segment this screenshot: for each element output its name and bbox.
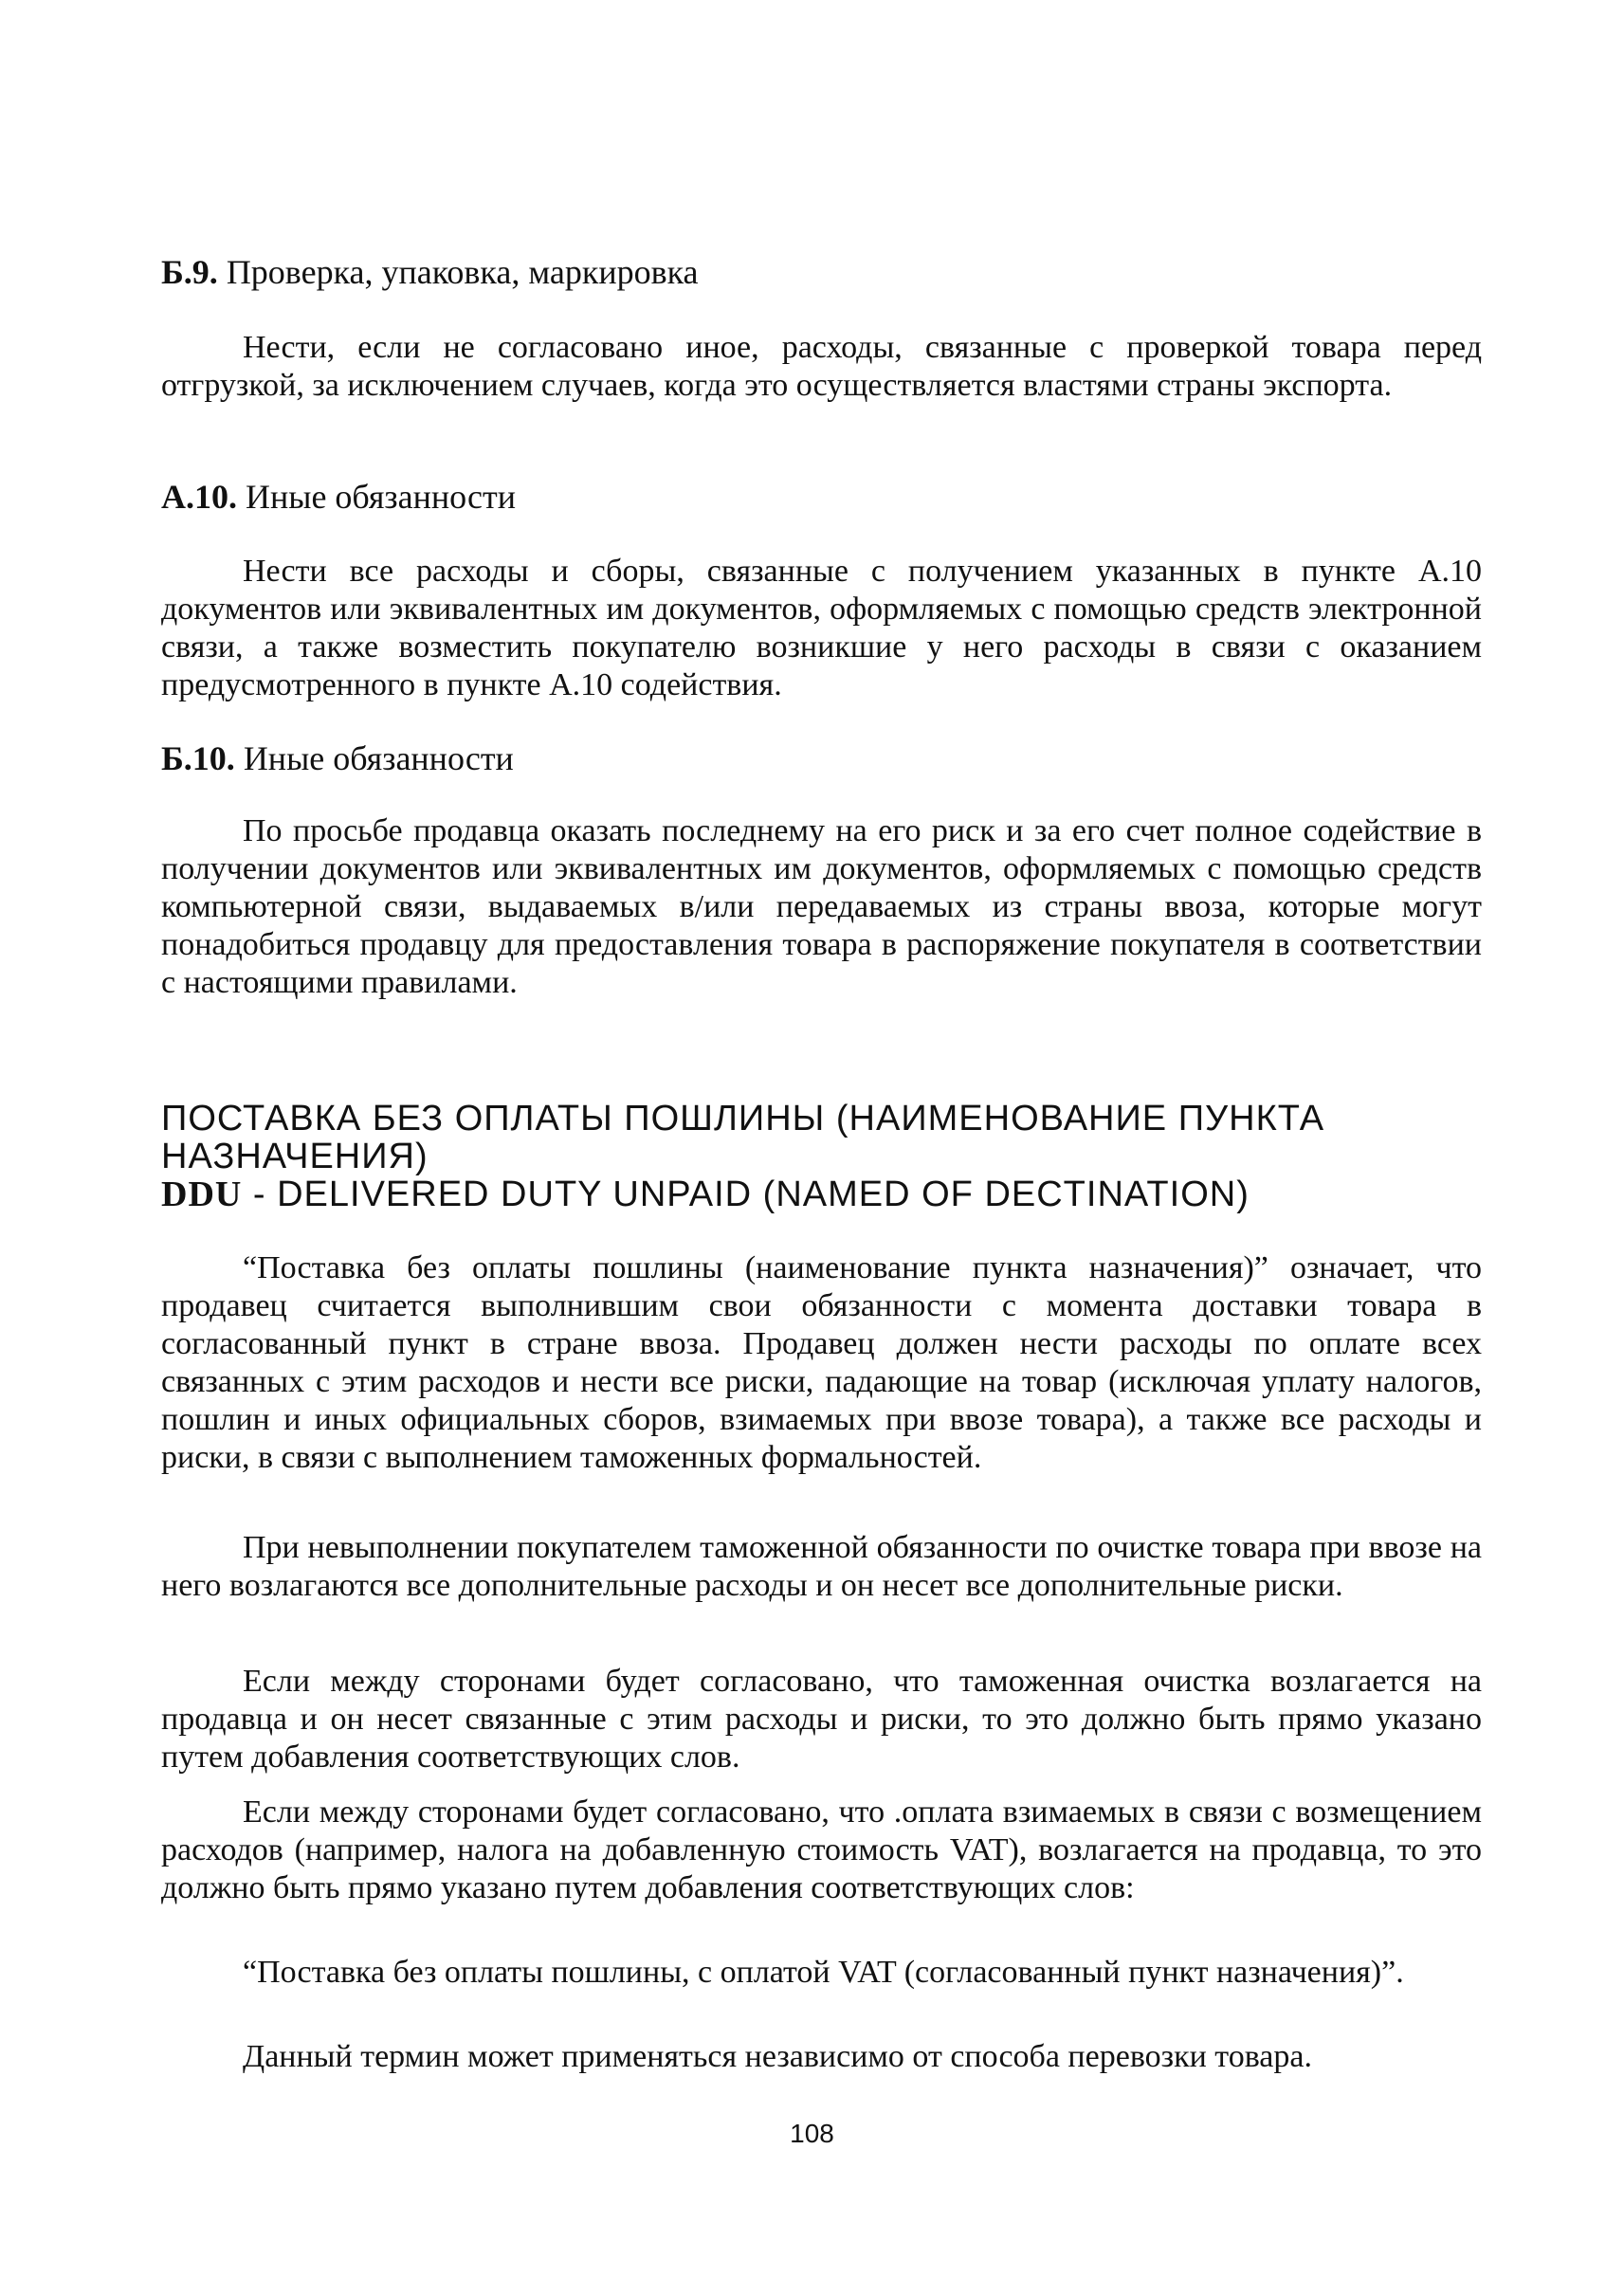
section-heading (161, 251, 1482, 293)
ddu-subtitle (161, 1175, 1482, 1213)
ddu-paragraph-1 (161, 1249, 1482, 1477)
section-text: По просьбе продавца оказать последнему на его риск и за его счет полное содействие в получении документов или эквивалентных им документов, оформляемых с помощью средств компьютерной связи, выдаваемых в/или передаваемых из страны ввоза, которые могут понадобиться продавцу для предоставления товара в распоряжение покупателя в соответствии с настоящими правилами. (161, 813, 1482, 1000)
section-text: Нести все расходы и сборы, связанные с получением указанных в пункте А.10 документов или эквивалентных им документов, оформляемых с помощью средств электронной связи, а также возместить покупателю возникшие у него расходы в связи с оказанием предусмотренного в пункте А.10 содействия. (161, 554, 1482, 702)
ddu-text: “Поставка без оплаты пошлины, с оплатой VAT (согласованный пункт назначения)”. (243, 1955, 1404, 1990)
section-a10-body (161, 553, 1482, 704)
section-code: Б.9. (161, 253, 218, 291)
section-title: Проверка, упаковка, маркировка (226, 253, 699, 291)
ddu-paragraph-5 (161, 1954, 1482, 1992)
ddu-code: DDU (161, 1175, 243, 1214)
ddu-text: Данный термин может применяться независимо от способа перевозки товара. (243, 2039, 1312, 2074)
ddu-text: Если между сторонами будет согласовано, что таможенная очистка возлагается на продавца и он несет связанные с этим расходы и риски, то это должно быть прямо указано путем добавления соответствующих слов. (161, 1664, 1482, 1775)
section-title: Иные обязанности (246, 478, 517, 516)
section-title: Иные обязанности (243, 739, 514, 777)
section-b10 (161, 738, 1482, 779)
section-a10 (161, 476, 1482, 518)
ddu-text: “Поставка без оплаты пошлины (наименование пункта назначения)” означает, что продавец считается выполнившим свои обязанности с момента доставки товара в согласованный пункт в стране ввоза. Продавец должен нести расходы по оплате всех связанных с этим расходов и нести все риски, падающие на товар (исключая уплату налогов, пошлин и иных официальных сборов, взимаемых при ввозе товара), а также все расходы и риски, в связи с выполнением таможенных формальностей. (161, 1250, 1482, 1475)
ddu-paragraph-4 (161, 1794, 1482, 1907)
ddu-text: Если между сторонами будет согласовано, что .оплата взимаемых в связи с возмещением расходов (например, налога на добавленную стоимость VAT), возлагается на продавца, то это должно быть прямо указано путем добавления соответствующих слов: (161, 1794, 1482, 1905)
section-text: Нести, если не согласовано иное, расходы, связанные с проверкой товара перед отгрузкой, за исключением случаев, когда это осуществляется властями страны экспорта. (161, 330, 1482, 403)
section-heading (161, 476, 1482, 518)
ddu-paragraph-2 (161, 1529, 1482, 1605)
section-b9 (161, 251, 1482, 293)
ddu-paragraph-6 (161, 2038, 1482, 2076)
ddu-paragraph-3 (161, 1663, 1482, 1776)
section-b9-body (161, 329, 1482, 405)
ddu-subtitle-text: - DELIVERED DUTY UNPAID (NAMED OF DECTINATION) (242, 1175, 1250, 1214)
ddu-title-line2: НАЗНАЧЕНИЯ) (161, 1137, 429, 1176)
section-code: Б.10. (161, 739, 235, 777)
ddu-title-block (161, 1100, 1482, 1213)
ddu-title-line1: ПОСТАВКА БЕЗ ОПЛАТЫ ПОШЛИНЫ (НАИМЕНОВАНИЕ ПУНКТА (161, 1099, 1325, 1138)
page-number: 108 (790, 2119, 834, 2148)
section-heading (161, 738, 1482, 779)
section-b10-body (161, 812, 1482, 1002)
section-code: А.10. (161, 478, 237, 516)
ddu-text: При невыполнении покупателем таможенной обязанности по очистке товара при ввозе на него возлагаются все дополнительные расходы и он несет все дополнительные риски. (161, 1530, 1482, 1603)
